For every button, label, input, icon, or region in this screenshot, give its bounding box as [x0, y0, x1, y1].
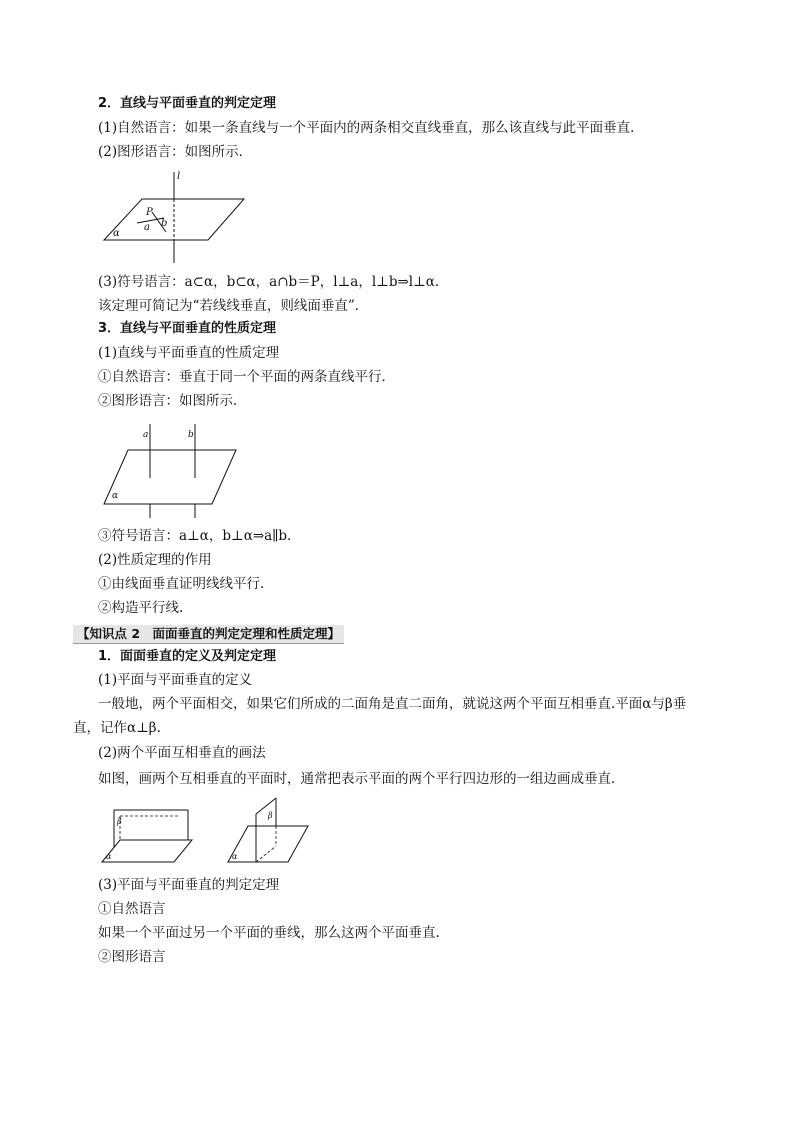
list-item: ②图形语言	[98, 949, 166, 965]
label-a: a	[144, 222, 150, 233]
label-alpha: α	[113, 228, 120, 239]
subheading: (1)直线与平面垂直的性质定理	[98, 345, 280, 361]
drawing-method-text: 如图，画两个互相垂直的平面时，通常把表示平面的两个平行四边形的一组边画成垂直．	[98, 771, 625, 787]
label-b: b	[161, 218, 168, 229]
symbolic-language-text: (3)符号语言：a⊂α，b⊂α，a∩b＝P，l⊥a，l⊥b⇒l⊥α.	[98, 274, 440, 290]
section-heading: 2．直线与平面垂直的判定定理	[98, 96, 277, 111]
parallel-lines-figure	[100, 420, 240, 520]
perpendicular-planes-figure-1	[100, 806, 200, 866]
theorem-summary-text: 该定理可简记为“若线线垂直，则线面垂直”．	[98, 298, 369, 314]
section-heading: 3．直线与平面垂直的性质定理	[98, 321, 277, 336]
graphic-language-text: ②图形语言：如图所示．	[98, 393, 247, 409]
list-item: ①自然语言	[98, 901, 166, 917]
label-a: a	[143, 430, 149, 440]
line-plane-perpendicular-figure	[100, 168, 250, 268]
natural-language-text: ①自然语言：垂直于同一个平面的两条直线平行．	[98, 369, 395, 385]
subheading: (2)性质定理的作用	[98, 552, 212, 568]
perpendicular-planes-figure-2	[226, 796, 310, 866]
natural-language-text: (1)自然语言：如果一条直线与一个平面内的两条相交直线垂直，那么该直线与此平面垂直．	[98, 120, 644, 136]
label-beta: β	[268, 811, 273, 820]
label-alpha: α	[112, 491, 119, 501]
label-alpha: α	[232, 852, 238, 861]
definition-text: 直，记作α⊥β.	[73, 720, 161, 736]
list-item: ②构造平行线.	[98, 600, 184, 616]
label-p: P	[146, 207, 153, 218]
label-beta: β	[117, 817, 122, 826]
label-b: b	[188, 430, 194, 440]
label-l: l	[177, 171, 181, 182]
subheading: (2)两个平面互相垂直的画法	[98, 745, 266, 761]
section-heading: 1．面面垂直的定义及判定定理	[98, 649, 277, 664]
subheading: (3)平面与平面垂直的判定定理	[98, 877, 280, 893]
definition-text: 一般地，两个平面相交，如果它们所成的二面角是直二面角，就说这两个平面互相垂直.平面α与β垂	[98, 696, 687, 712]
list-item: ①由线面垂直证明线线平行.	[98, 576, 265, 592]
graphic-language-text: (2)图形语言：如图所示．	[98, 144, 253, 160]
subheading: (1)平面与平面垂直的定义	[98, 672, 253, 688]
symbolic-language-text: ③符号语言：a⊥α，b⊥α⇒a∥b.	[98, 528, 292, 544]
theorem-text: 如果一个平面过另一个平面的垂线，那么这两个平面垂直.	[98, 925, 440, 941]
label-alpha: α	[106, 852, 112, 861]
knowledge-point-title: 【知识点 2 面面垂直的判定定理和性质定理】	[73, 625, 344, 644]
